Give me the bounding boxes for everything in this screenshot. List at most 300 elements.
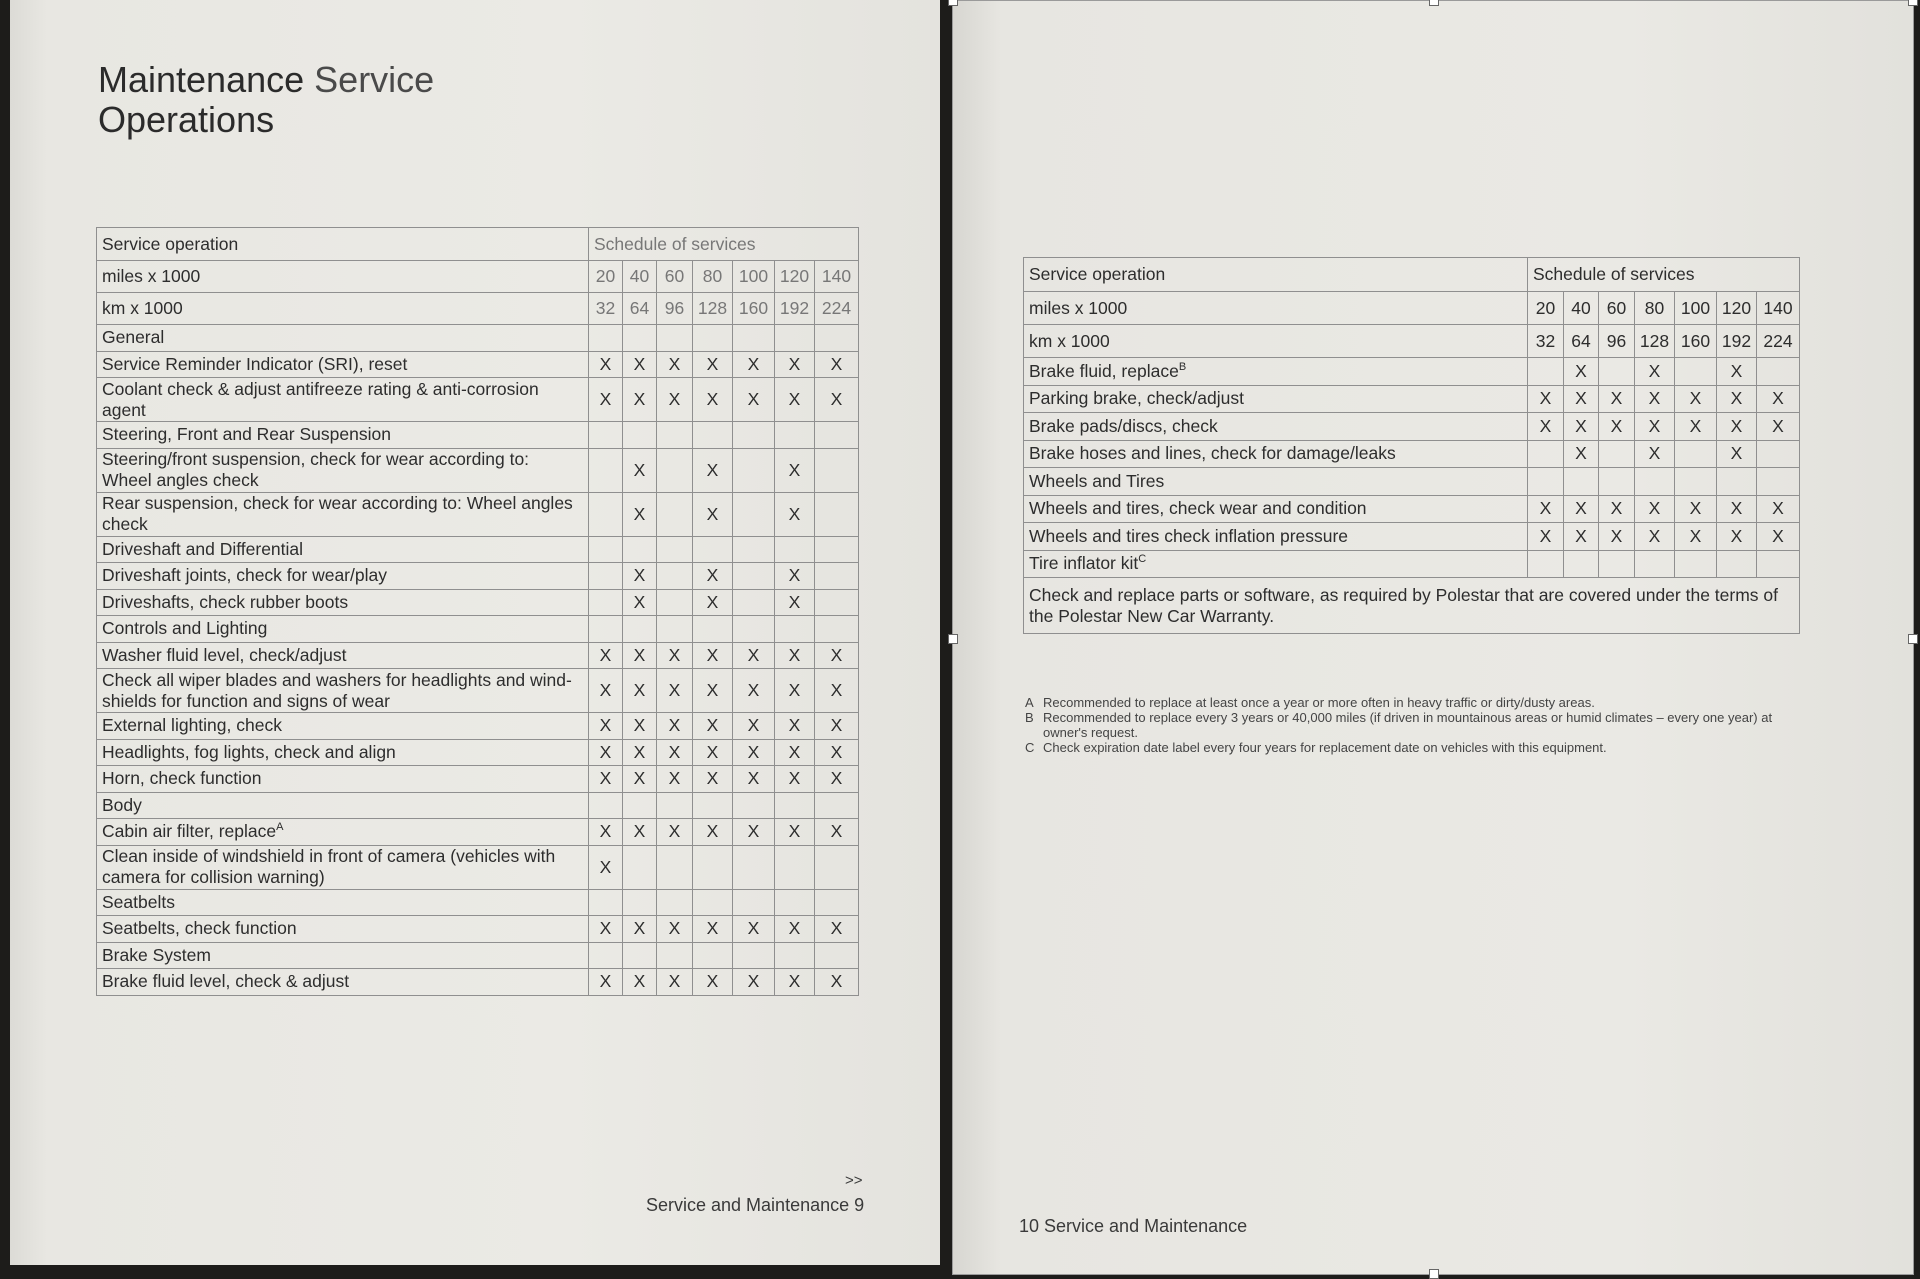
schedule-mark-cell xyxy=(1635,550,1675,578)
schedule-mark-cell xyxy=(733,325,775,352)
operation-text: Seatbelts, check function xyxy=(102,918,297,939)
schedule-mark-cell xyxy=(657,422,693,449)
service-operation-label xyxy=(97,739,589,766)
schedule-mark-cell xyxy=(589,325,623,352)
schedule-mark-cell: X xyxy=(775,819,815,846)
schedule-mark-cell: X xyxy=(733,739,775,766)
schedule-mark-cell xyxy=(733,589,775,616)
schedule-mark-cell xyxy=(733,422,775,449)
schedule-mark-cell xyxy=(589,492,623,536)
table-row xyxy=(97,492,859,536)
km-cell: 96 xyxy=(657,293,693,325)
miles-label: miles x 1000 xyxy=(97,261,589,293)
service-operation-label xyxy=(97,325,589,352)
footnote-key: A xyxy=(1025,695,1034,710)
schedule-mark-cell xyxy=(1757,550,1800,578)
schedule-mark-cell xyxy=(657,942,693,969)
footnote-key: B xyxy=(1025,710,1034,725)
schedule-mark-cell: X xyxy=(775,448,815,492)
schedule-mark-cell xyxy=(1528,468,1564,496)
miles-cell: 60 xyxy=(1599,292,1635,325)
operation-text: Controls and Lighting xyxy=(102,618,268,639)
schedule-mark-cell xyxy=(623,422,657,449)
schedule-mark-cell: X xyxy=(1528,495,1564,523)
table-row xyxy=(97,713,859,740)
schedule-mark-cell xyxy=(589,942,623,969)
schedule-mark-cell xyxy=(1757,358,1800,386)
operation-text: Wheels and Tires xyxy=(1029,470,1165,491)
schedule-mark-cell: X xyxy=(733,819,775,846)
header-schedule-of-services: Schedule of services xyxy=(589,228,859,261)
schedule-mark-cell xyxy=(815,325,859,352)
schedule-mark-cell xyxy=(1757,468,1800,496)
schedule-mark-cell xyxy=(1675,440,1717,468)
footnote-b xyxy=(1025,710,1785,740)
schedule-mark-cell: X xyxy=(1717,385,1757,413)
header-service-operation: Service operation xyxy=(1024,258,1528,292)
service-operation-label xyxy=(97,942,589,969)
schedule-mark-cell: X xyxy=(657,713,693,740)
title-word-operations: Operations xyxy=(98,99,275,140)
schedule-mark-cell xyxy=(693,845,733,889)
page-footer-right: 10 Service and Maintenance xyxy=(1019,1216,1248,1236)
schedule-mark-cell: X xyxy=(775,669,815,713)
schedule-mark-cell: X xyxy=(657,351,693,378)
schedule-mark-cell: X xyxy=(1564,495,1599,523)
schedule-mark-cell: X xyxy=(1717,440,1757,468)
schedule-mark-cell: X xyxy=(1599,385,1635,413)
operation-text: Parking brake, check/adjust xyxy=(1029,388,1244,409)
service-operation-label xyxy=(97,642,589,669)
schedule-mark-cell xyxy=(657,325,693,352)
schedule-mark-cell: X xyxy=(733,669,775,713)
warranty-note: Check and replace parts or software, as required by Polestar that are covered under the terms of the Polestar New Car Warranty. xyxy=(1024,578,1800,634)
schedule-mark-cell: X xyxy=(623,378,657,422)
km-cell: 64 xyxy=(623,293,657,325)
schedule-mark-cell: X xyxy=(693,589,733,616)
miles-cell: 120 xyxy=(775,261,815,293)
schedule-mark-cell xyxy=(693,792,733,819)
schedule-mark-cell: X xyxy=(1675,523,1717,551)
schedule-mark-cell: X xyxy=(657,642,693,669)
table-row xyxy=(1024,358,1800,386)
schedule-mark-cell xyxy=(1717,468,1757,496)
schedule-mark-cell: X xyxy=(815,669,859,713)
table-row xyxy=(97,792,859,819)
table-row xyxy=(97,563,859,590)
table-row xyxy=(97,969,859,996)
service-operation-label xyxy=(1024,385,1528,413)
schedule-mark-cell: X xyxy=(1635,385,1675,413)
service-operation-label xyxy=(97,819,589,846)
service-operation-label xyxy=(97,448,589,492)
schedule-mark-cell xyxy=(589,563,623,590)
schedule-mark-cell: X xyxy=(657,766,693,793)
header-schedule-of-services: Schedule of services xyxy=(1528,258,1800,292)
schedule-mark-cell: X xyxy=(775,351,815,378)
operation-text: Headlights, fog lights, check and align xyxy=(102,741,396,762)
schedule-mark-cell: X xyxy=(623,766,657,793)
schedule-mark-cell xyxy=(775,325,815,352)
service-operation-label xyxy=(97,536,589,563)
schedule-mark-cell: X xyxy=(657,819,693,846)
schedule-mark-cell: X xyxy=(733,916,775,943)
schedule-mark-cell xyxy=(589,589,623,616)
header-service-operation: Service operation xyxy=(97,228,589,261)
schedule-mark-cell: X xyxy=(589,378,623,422)
schedule-mark-cell: X xyxy=(693,713,733,740)
operation-text: Brake hoses and lines, check for damage/leaks xyxy=(1029,443,1396,464)
operation-text: Brake fluid, replace xyxy=(1029,360,1179,381)
service-operation-label xyxy=(97,669,589,713)
schedule-mark-cell: X xyxy=(1717,413,1757,441)
km-row xyxy=(1024,325,1800,358)
resize-handle[interactable] xyxy=(1429,0,1439,6)
schedule-mark-cell: X xyxy=(1564,413,1599,441)
operation-text: Check all wiper blades and washers for headlights and wind-shields for function and signs of wear xyxy=(102,669,572,711)
schedule-mark-cell: X xyxy=(693,351,733,378)
operation-text: Clean inside of windshield in front of camera (vehicles with camera for collision warning) xyxy=(102,846,556,887)
table-row xyxy=(1024,495,1800,523)
schedule-mark-cell: X xyxy=(1757,523,1800,551)
schedule-mark-cell xyxy=(733,448,775,492)
operation-text: Brake System xyxy=(102,944,211,965)
schedule-mark-cell xyxy=(657,448,693,492)
miles-cell: 80 xyxy=(693,261,733,293)
schedule-mark-cell xyxy=(733,889,775,916)
footnote-reference: C xyxy=(1138,553,1147,566)
km-cell: 224 xyxy=(1757,325,1800,358)
schedule-mark-cell: X xyxy=(733,378,775,422)
schedule-mark-cell: X xyxy=(623,969,657,996)
schedule-mark-cell: X xyxy=(623,819,657,846)
schedule-mark-cell: X xyxy=(589,739,623,766)
footnote-reference: B xyxy=(1178,360,1187,373)
schedule-mark-cell xyxy=(775,536,815,563)
service-operation-label xyxy=(97,969,589,996)
resize-handle[interactable] xyxy=(1908,634,1918,644)
schedule-mark-cell xyxy=(657,589,693,616)
service-operation-label xyxy=(97,616,589,643)
schedule-mark-cell xyxy=(1675,358,1717,386)
schedule-mark-cell xyxy=(733,845,775,889)
schedule-mark-cell: X xyxy=(775,492,815,536)
schedule-mark-cell xyxy=(733,942,775,969)
schedule-mark-cell: X xyxy=(657,916,693,943)
schedule-mark-cell: X xyxy=(775,713,815,740)
warranty-row xyxy=(1024,578,1800,634)
table-row xyxy=(97,378,859,422)
footnote-text: Recommended to replace every 3 years or 40,000 miles (if driven in mountainous areas or humid climates – every one year) at owner's request. xyxy=(1043,710,1773,740)
miles-cell: 100 xyxy=(733,261,775,293)
operation-text: Body xyxy=(102,794,142,815)
schedule-mark-cell xyxy=(1564,550,1599,578)
schedule-mark-cell xyxy=(815,792,859,819)
operation-text: Cabin air filter, replace xyxy=(102,821,277,842)
operation-text: Steering/front suspension, check for wear according to: Wheel angles check xyxy=(102,449,530,490)
schedule-mark-cell xyxy=(1757,440,1800,468)
table-row xyxy=(97,325,859,352)
operation-text: Driveshafts, check rubber boots xyxy=(102,591,349,612)
table-row xyxy=(97,422,859,449)
service-operation-label xyxy=(97,492,589,536)
schedule-mark-cell: X xyxy=(775,969,815,996)
service-operation-label xyxy=(97,563,589,590)
service-operation-label xyxy=(97,889,589,916)
schedule-mark-cell: X xyxy=(693,916,733,943)
page-title xyxy=(98,60,434,140)
operation-text: Rear suspension, check for wear according to: Wheel angles check xyxy=(102,493,573,534)
schedule-mark-cell: X xyxy=(1717,495,1757,523)
title-word-maintenance: Maintenance xyxy=(98,59,305,100)
right-table-body xyxy=(1024,358,1800,578)
miles-cell: 20 xyxy=(1528,292,1564,325)
service-operation-label xyxy=(1024,440,1528,468)
title-word-service: Service xyxy=(314,59,435,100)
schedule-mark-cell xyxy=(693,422,733,449)
schedule-mark-cell: X xyxy=(589,916,623,943)
service-operation-label xyxy=(1024,358,1528,386)
table-row xyxy=(97,669,859,713)
footnotes xyxy=(1025,695,1785,755)
schedule-mark-cell xyxy=(733,536,775,563)
schedule-mark-cell xyxy=(815,889,859,916)
service-operation-label xyxy=(1024,468,1528,496)
schedule-mark-cell xyxy=(693,325,733,352)
schedule-mark-cell xyxy=(815,492,859,536)
schedule-mark-cell xyxy=(733,563,775,590)
operation-text: Brake fluid level, check & adjust xyxy=(102,971,350,992)
schedule-mark-cell: X xyxy=(623,739,657,766)
schedule-mark-cell xyxy=(775,845,815,889)
schedule-mark-cell: X xyxy=(733,766,775,793)
schedule-mark-cell: X xyxy=(775,378,815,422)
schedule-mark-cell xyxy=(657,536,693,563)
schedule-mark-cell xyxy=(815,563,859,590)
miles-cell: 120 xyxy=(1717,292,1757,325)
schedule-mark-cell xyxy=(775,792,815,819)
schedule-mark-cell: X xyxy=(815,969,859,996)
schedule-mark-cell: X xyxy=(815,378,859,422)
footnote-text: Check expiration date label every four years for replacement date on vehicles with this equipment. xyxy=(1043,740,1607,755)
schedule-mark-cell: X xyxy=(1675,413,1717,441)
schedule-mark-cell xyxy=(623,536,657,563)
table-row xyxy=(97,448,859,492)
schedule-mark-cell: X xyxy=(1757,385,1800,413)
miles-label: miles x 1000 xyxy=(1024,292,1528,325)
operation-text: Wheels and tires, check wear and condition xyxy=(1029,498,1367,519)
schedule-mark-cell: X xyxy=(693,563,733,590)
schedule-mark-cell xyxy=(623,942,657,969)
miles-cell: 140 xyxy=(1757,292,1800,325)
table-row xyxy=(1024,523,1800,551)
schedule-mark-cell: X xyxy=(1599,523,1635,551)
schedule-mark-cell xyxy=(733,616,775,643)
schedule-mark-cell xyxy=(815,589,859,616)
footnote-key: C xyxy=(1025,740,1035,755)
schedule-mark-cell: X xyxy=(775,766,815,793)
schedule-mark-cell: X xyxy=(623,642,657,669)
schedule-mark-cell: X xyxy=(815,766,859,793)
footnote-a xyxy=(1025,695,1785,710)
schedule-mark-cell: X xyxy=(589,766,623,793)
km-cell: 224 xyxy=(815,293,859,325)
schedule-mark-cell: X xyxy=(815,642,859,669)
schedule-mark-cell xyxy=(1675,550,1717,578)
operation-text: Washer fluid level, check/adjust xyxy=(102,644,347,665)
schedule-mark-cell: X xyxy=(589,845,623,889)
table-row xyxy=(97,766,859,793)
schedule-mark-cell xyxy=(623,325,657,352)
schedule-mark-cell: X xyxy=(1675,495,1717,523)
service-operation-label xyxy=(97,766,589,793)
footnote-reference: A xyxy=(276,821,284,834)
schedule-mark-cell xyxy=(1528,550,1564,578)
continue-arrows: >> xyxy=(845,1172,863,1189)
schedule-mark-cell xyxy=(589,536,623,563)
footnote-text: Recommended to replace at least once a year or more often in heavy traffic or dirty/dusty areas. xyxy=(1043,695,1595,710)
schedule-mark-cell: X xyxy=(657,739,693,766)
schedule-mark-cell xyxy=(775,422,815,449)
schedule-mark-cell: X xyxy=(1717,523,1757,551)
schedule-mark-cell: X xyxy=(589,669,623,713)
schedule-mark-cell: X xyxy=(693,642,733,669)
schedule-mark-cell: X xyxy=(623,589,657,616)
schedule-mark-cell: X xyxy=(1564,358,1599,386)
km-cell: 128 xyxy=(1635,325,1675,358)
schedule-mark-cell: X xyxy=(623,351,657,378)
operation-text: Brake pads/discs, check xyxy=(1029,415,1218,436)
schedule-mark-cell: X xyxy=(775,916,815,943)
schedule-mark-cell xyxy=(775,889,815,916)
operation-text: Driveshaft and Differential xyxy=(102,538,304,559)
service-operation-label xyxy=(97,378,589,422)
schedule-mark-cell: X xyxy=(1528,523,1564,551)
schedule-mark-cell xyxy=(733,792,775,819)
table-row xyxy=(97,616,859,643)
table-row xyxy=(97,536,859,563)
resize-handle[interactable] xyxy=(948,634,958,644)
left-table-body xyxy=(97,325,859,996)
schedule-mark-cell xyxy=(693,942,733,969)
schedule-mark-cell xyxy=(815,448,859,492)
resize-handle[interactable] xyxy=(1908,0,1918,6)
service-operation-label xyxy=(97,845,589,889)
schedule-mark-cell: X xyxy=(1635,413,1675,441)
miles-cell: 40 xyxy=(623,261,657,293)
schedule-mark-cell xyxy=(589,616,623,643)
service-operation-label xyxy=(97,422,589,449)
page-footer-left: Service and Maintenance 9 xyxy=(646,1195,865,1215)
service-operation-label xyxy=(1024,550,1528,578)
schedule-mark-cell: X xyxy=(589,713,623,740)
operation-text: Service Reminder Indicator (SRI), reset xyxy=(102,353,408,374)
table-row xyxy=(1024,550,1800,578)
resize-handle[interactable] xyxy=(948,0,958,6)
schedule-mark-cell xyxy=(1599,468,1635,496)
schedule-mark-cell: X xyxy=(775,642,815,669)
table-row xyxy=(97,351,859,378)
schedule-mark-cell xyxy=(815,422,859,449)
table-header-row xyxy=(1024,258,1800,292)
schedule-mark-cell xyxy=(1717,550,1757,578)
schedule-mark-cell xyxy=(1528,440,1564,468)
schedule-mark-cell: X xyxy=(589,969,623,996)
schedule-mark-cell xyxy=(693,616,733,643)
operation-text: External lighting, check xyxy=(102,715,282,736)
schedule-mark-cell: X xyxy=(815,916,859,943)
schedule-mark-cell xyxy=(657,563,693,590)
operation-text: Tire inflator kit xyxy=(1029,553,1139,574)
schedule-mark-cell: X xyxy=(1635,523,1675,551)
km-cell: 128 xyxy=(693,293,733,325)
schedule-mark-cell xyxy=(1599,550,1635,578)
table-row xyxy=(97,739,859,766)
table-row xyxy=(1024,468,1800,496)
schedule-mark-cell: X xyxy=(1635,440,1675,468)
schedule-mark-cell: X xyxy=(693,492,733,536)
schedule-mark-cell xyxy=(623,792,657,819)
table-row xyxy=(97,589,859,616)
table-row xyxy=(1024,413,1800,441)
schedule-mark-cell xyxy=(623,845,657,889)
service-operation-label xyxy=(1024,413,1528,441)
schedule-mark-cell: X xyxy=(589,642,623,669)
table-header-row xyxy=(97,228,859,261)
schedule-mark-cell: X xyxy=(815,351,859,378)
service-operation-label xyxy=(1024,495,1528,523)
schedule-mark-cell: X xyxy=(733,642,775,669)
schedule-mark-cell: X xyxy=(657,969,693,996)
schedule-mark-cell: X xyxy=(623,916,657,943)
schedule-mark-cell: X xyxy=(1717,358,1757,386)
miles-cell: 140 xyxy=(815,261,859,293)
km-cell: 32 xyxy=(589,293,623,325)
service-schedule-table-right xyxy=(1023,257,1800,634)
schedule-mark-cell xyxy=(657,792,693,819)
schedule-mark-cell xyxy=(589,448,623,492)
resize-handle[interactable] xyxy=(1429,1269,1439,1279)
km-cell: 64 xyxy=(1564,325,1599,358)
schedule-mark-cell: X xyxy=(775,563,815,590)
schedule-mark-cell xyxy=(589,889,623,916)
schedule-mark-cell: X xyxy=(1564,523,1599,551)
operation-text: General xyxy=(102,327,165,348)
table-row xyxy=(97,642,859,669)
schedule-mark-cell: X xyxy=(693,819,733,846)
service-operation-label xyxy=(97,916,589,943)
miles-cell: 40 xyxy=(1564,292,1599,325)
schedule-mark-cell: X xyxy=(589,351,623,378)
schedule-mark-cell: X xyxy=(815,819,859,846)
schedule-mark-cell: X xyxy=(693,378,733,422)
schedule-mark-cell: X xyxy=(733,969,775,996)
schedule-mark-cell xyxy=(815,536,859,563)
km-cell: 32 xyxy=(1528,325,1564,358)
service-operation-label xyxy=(97,351,589,378)
km-cell: 96 xyxy=(1599,325,1635,358)
schedule-mark-cell: X xyxy=(1528,385,1564,413)
schedule-mark-cell xyxy=(1635,468,1675,496)
operation-text: Steering, Front and Rear Suspension xyxy=(102,424,391,445)
schedule-mark-cell: X xyxy=(1757,413,1800,441)
right-page xyxy=(952,0,1914,1275)
schedule-mark-cell xyxy=(589,422,623,449)
schedule-mark-cell xyxy=(1528,358,1564,386)
schedule-mark-cell: X xyxy=(589,819,623,846)
schedule-mark-cell xyxy=(657,616,693,643)
km-cell: 160 xyxy=(733,293,775,325)
